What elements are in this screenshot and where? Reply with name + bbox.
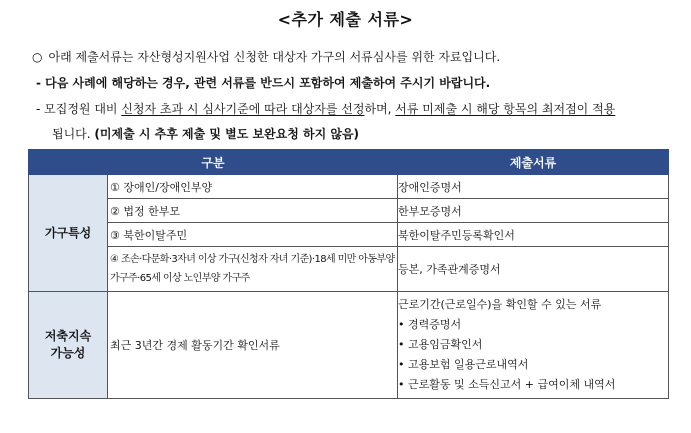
intro-line-4-a: 됩니다. xyxy=(52,127,95,141)
intro-line-3 xyxy=(36,100,615,117)
intro-line-3-underline-2: 서류 미제출 시 해당 항목의 최저점이 적용 xyxy=(395,102,616,116)
intro-line-1 xyxy=(32,48,500,65)
item-cell: ① 장애인/장애인부양 xyxy=(108,175,398,199)
header-category: 구분 xyxy=(29,150,398,175)
doc-list-cell xyxy=(398,292,669,399)
table-row xyxy=(29,292,669,399)
intro-line-3-underline-1: 신청자 초과 시 심사기준에 따라 대상자를 선정 xyxy=(121,102,365,116)
item-cell: 최근 3년간 경제 활동기간 확인서류 xyxy=(108,292,398,399)
intro-line-4-note: (미제출 시 추후 제출 및 별도 보완요청 하지 않음) xyxy=(94,127,360,141)
list-item: • 경력증명서 xyxy=(398,315,668,335)
doc-cell: 한부모증명서 xyxy=(398,199,669,223)
category-savings-line-1: 저축지속 xyxy=(44,329,92,343)
item-cell: ④ 조손·다문화·3자녀 이상 가구(신청자 자녀 기준)·18세 미만 아동부양 가구주·65세 이상 노인부양 가구주 xyxy=(108,247,398,292)
category-savings xyxy=(29,292,108,399)
item-cell: ② 법정 한부모 xyxy=(108,199,398,223)
doc-cell: 장애인증명서 xyxy=(398,175,669,199)
intro-line-4 xyxy=(52,125,359,142)
category-household: 가구특성 xyxy=(29,175,108,292)
doc-cell: 북한이탈주민등록확인서 xyxy=(398,223,669,247)
documents-table xyxy=(28,149,669,399)
table-row xyxy=(29,247,669,292)
item-cell: ③ 북한이탈주민 xyxy=(108,223,398,247)
circle-bullet: ○ xyxy=(32,50,43,64)
doc-list-intro: 근로기간(근로일수)을 확인할 수 있는 서류 xyxy=(398,298,602,311)
list-item: • 근로활동 및 소득신고서 + 급여이체 내역서 xyxy=(398,375,668,395)
doc-cell: 등본, 가족관계증명서 xyxy=(398,247,669,292)
table-row xyxy=(29,199,669,223)
list-item: • 고용임금확인서 xyxy=(398,335,668,355)
intro-line-3-b: 하며, xyxy=(364,102,396,116)
header-documents: 제출서류 xyxy=(398,150,669,175)
category-savings-line-2: 가능성 xyxy=(50,346,86,360)
list-item: • 고용보험 일용근로내역서 xyxy=(398,355,668,375)
intro-text-1: 아래 제출서류는 자산형성지원사업 신청한 대상자 가구의 서류심사를 위한 자료입니다. xyxy=(48,50,501,64)
intro-line-3-a: - 모집정원 대비 xyxy=(36,102,122,116)
table-row xyxy=(29,223,669,247)
intro-line-2: - 다음 사례에 해당하는 경우, 관련 서류를 반드시 포함하여 제출하여 주시기 바랍니다. xyxy=(36,76,491,90)
table-row xyxy=(29,175,669,199)
table-header-row xyxy=(29,150,669,175)
page-title: <추가 제출 서류> xyxy=(277,10,414,29)
